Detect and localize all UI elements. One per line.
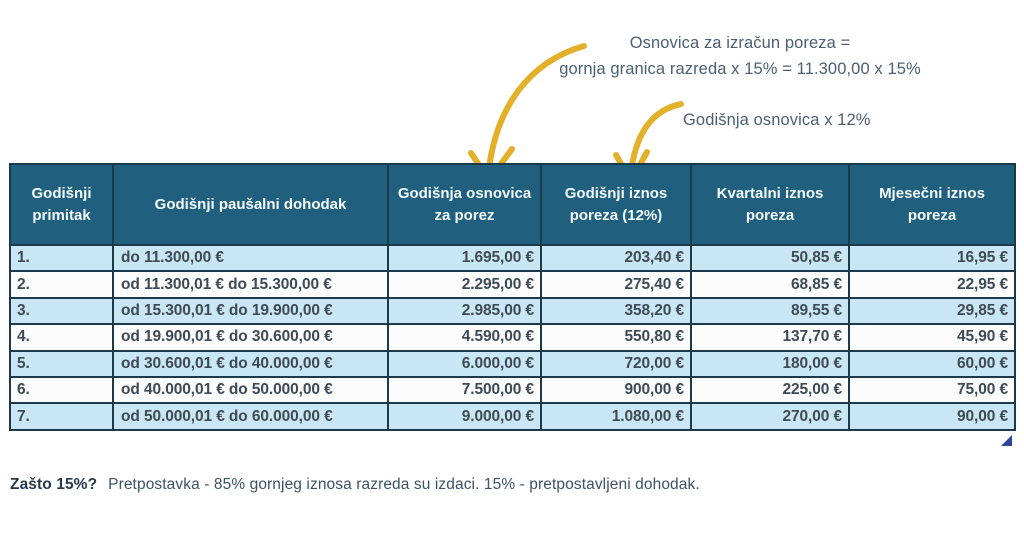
table-cell: od 50.000,01 € do 60.000,00 € [113,403,388,429]
table-cell: 720,00 € [541,351,691,377]
formula-line-2: gornja granica razreda x 15% = 11.300,00 x 15% [559,60,921,79]
footnote-explanation: Pretpostavka - 85% gornjeg iznosa razreda su izdaci. 15% - pretpostavljeni dohodak. [108,476,700,493]
table-cell: 137,70 € [691,324,849,350]
formula-annotation-osnovica [555,30,925,83]
table-row [10,245,1015,271]
footnote [10,476,1010,494]
tax-table-header [10,164,1015,245]
table-cell: 6. [10,377,113,403]
table-row [10,403,1015,429]
header-godisnji-primitak: Godišnji primitak [10,164,113,245]
table-cell: od 30.600,01 € do 40.000,00 € [113,351,388,377]
table-cell: 68,85 € [691,271,849,297]
table-cell: 2.295,00 € [388,271,541,297]
table-cell: 9.000,00 € [388,403,541,429]
table-cell: 4. [10,324,113,350]
table-cell: 1.080,00 € [541,403,691,429]
header-mjesecni-iznos-poreza: Mjesečni iznos poreza [849,164,1015,245]
table-cell: 60,00 € [849,351,1015,377]
table-cell: 1.695,00 € [388,245,541,271]
table-cell: od 40.000,01 € do 50.000,00 € [113,377,388,403]
table-cell: 89,55 € [691,298,849,324]
header-kvartalni-iznos-poreza: Kvartalni iznos poreza [691,164,849,245]
table-row [10,377,1015,403]
table-row [10,351,1015,377]
table-cell: 75,00 € [849,377,1015,403]
table-cell: 358,20 € [541,298,691,324]
header-pausalni-dohodak: Godišnji paušalni dohodak [113,164,388,245]
table-cell: 90,00 € [849,403,1015,429]
table-cell: 2.985,00 € [388,298,541,324]
table-row [10,324,1015,350]
table-cell: 29,85 € [849,298,1015,324]
table-cell: 50,85 € [691,245,849,271]
table-cell: 203,40 € [541,245,691,271]
table-cell: 270,00 € [691,403,849,429]
formula-line-1: Osnovica za izračun poreza = [629,34,851,52]
footnote-question: Zašto 15%? [10,476,98,493]
table-cell: od 19.900,01 € do 30.600,00 € [113,324,388,350]
table-row [10,271,1015,297]
header-osnovica-za-porez: Godišnja osnovica za porez [388,164,541,245]
table-cell: od 15.300,01 € do 19.900,00 € [113,298,388,324]
table-row [10,298,1015,324]
table-cell: 5. [10,351,113,377]
cell-corner-marker-icon [1001,435,1012,446]
table-cell: 16,95 € [849,245,1015,271]
tax-table-body [10,245,1015,430]
formula-annotation-godisnja-osnovica: Godišnja osnovica x 12% [683,111,871,129]
tax-table [9,163,1016,431]
table-cell: od 11.300,01 € do 15.300,00 € [113,271,388,297]
table-cell: 550,80 € [541,324,691,350]
table-cell: 45,90 € [849,324,1015,350]
table-cell: 1. [10,245,113,271]
table-cell: 22,95 € [849,271,1015,297]
table-cell: 7.500,00 € [388,377,541,403]
table-cell: 4.590,00 € [388,324,541,350]
table-cell: 3. [10,298,113,324]
table-cell: 900,00 € [541,377,691,403]
table-cell: 7. [10,403,113,429]
table-cell: 180,00 € [691,351,849,377]
table-cell: do 11.300,00 € [113,245,388,271]
header-godisnji-iznos-poreza: Godišnji iznos poreza (12%) [541,164,691,245]
table-cell: 225,00 € [691,377,849,403]
table-cell: 2. [10,271,113,297]
table-cell: 275,40 € [541,271,691,297]
table-cell: 6.000,00 € [388,351,541,377]
header-row [10,164,1015,245]
